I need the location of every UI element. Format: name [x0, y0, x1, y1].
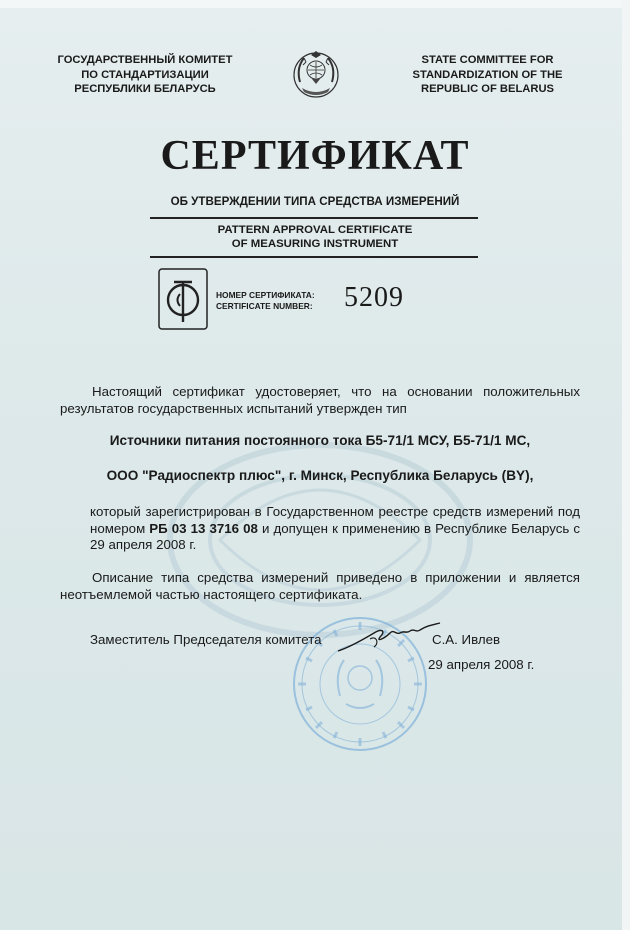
subtitle-en: PATTERN APPROVAL CERTIFICATE OF MEASURING INSTRUMENT: [217, 224, 413, 250]
certificate-number: 5209: [344, 282, 404, 313]
signatory-name: С.А. Ивлев: [432, 632, 501, 647]
gosstandart-logo-icon: [158, 268, 208, 330]
manufacturer-name: ООО "Радиоспектр плюс", г. Минск, Республика Беларусь (BY),: [106, 468, 534, 483]
divider: [150, 256, 478, 258]
belarus-emblem-icon: [290, 48, 342, 100]
divider: [150, 217, 478, 219]
registry-paragraph: который зарегистрирован в Государственном реестре средств измерений под номером РБ 03 13 3716 08 и допущен к применению в Республике Беларусь с 29 апреля 2008 г.: [90, 504, 580, 553]
certificate-number-label: НОМЕР СЕРТИФИКАТА: CERTIFICATE NUMBER:: [216, 290, 315, 311]
intro-paragraph: Настоящий сертификат удостоверяет, что на основании положительных результатов государственных испытаний утвержден тип: [60, 384, 580, 416]
subtitle-ru: ОБ УТВЕРЖДЕНИИ ТИПА СРЕДСТВА ИЗМЕРЕНИЙ: [170, 195, 460, 208]
signatory-role: Заместитель Председателя комитета: [90, 632, 322, 647]
description-paragraph: Описание типа средства измерений приведено в приложении и является неотъемлемой частью настоящего сертификата.: [60, 570, 580, 602]
committee-name-en: STATE COMMITTEE FOR STANDARDIZATION OF THE REPUBLIC OF BELARUS: [412, 54, 563, 95]
signature-date: 29 апреля 2008 г.: [428, 657, 535, 672]
scan-edge-top: [0, 0, 630, 8]
page-title: СЕРТИФИКАТ: [160, 133, 470, 179]
committee-name-ru: ГОСУДАРСТВЕННЫЙ КОМИТЕТ ПО СТАНДАРТИЗАЦИИ РЕСПУБЛИКИ БЕЛАРУСЬ: [57, 54, 233, 95]
registry-number: РБ 03 13 3716 08: [149, 520, 258, 536]
product-name: Источники питания постоянного тока Б5-71/1 МСУ, Б5-71/1 МС,: [109, 433, 531, 448]
